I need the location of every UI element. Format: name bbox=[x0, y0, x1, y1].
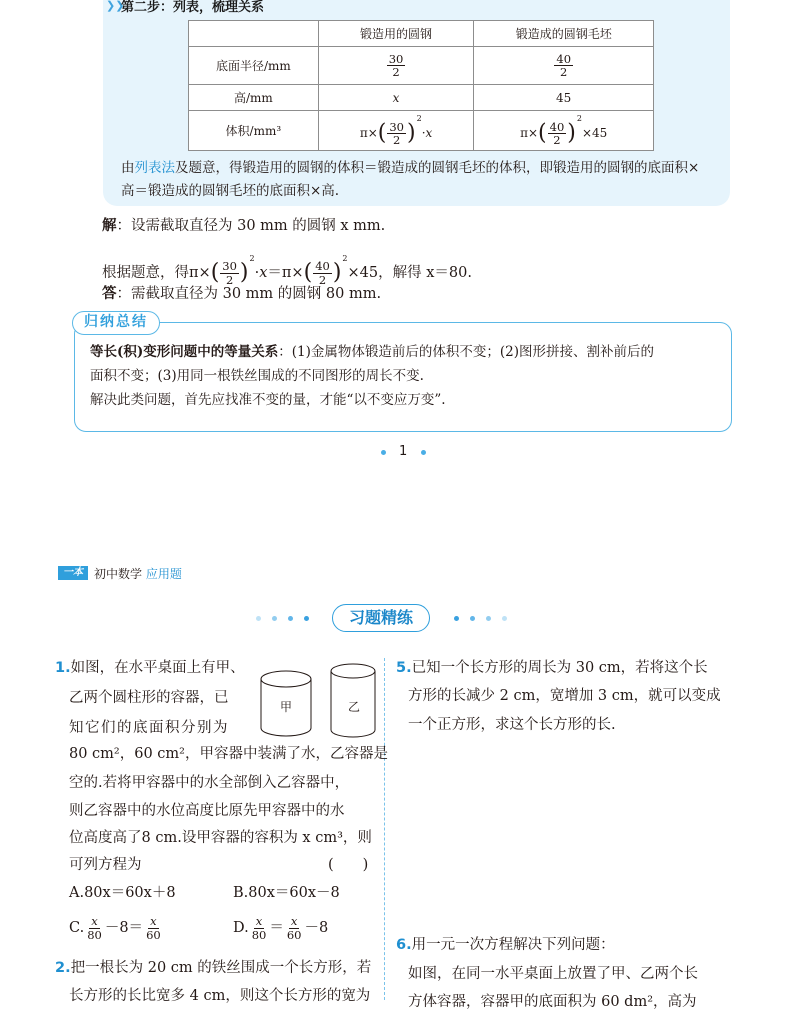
method-link[interactable]: 列表法 bbox=[134, 160, 175, 176]
decor-dot bbox=[454, 616, 459, 621]
reasoning-text: 及题意，得锻造用的圆钢的体积＝锻造成的圆钢毛坯的体积，即锻造用的圆钢的底面积× bbox=[175, 160, 700, 176]
reasoning-line-1 bbox=[121, 158, 699, 178]
question-1-line: 知它们的底面积分别为 bbox=[69, 720, 229, 736]
question-6-line: 方体容器，容器甲的底面积为 60 dm²，高为 bbox=[408, 994, 697, 1010]
question-text: 已知一个长方形的周长为 30 cm，若将这个长 bbox=[411, 660, 708, 676]
table-cell-volume-a: π×( $\frac{30}{2}$ )$^2$·x bbox=[318, 111, 474, 151]
equation-math: π×( $\frac{30}{2}$ )$^2$·x＝π×( $\frac{40}{2}$ )$^2$×45 bbox=[189, 254, 379, 287]
reasoning-text: 由 bbox=[121, 160, 135, 176]
page-number: 1 bbox=[399, 444, 408, 459]
solution-line bbox=[102, 216, 385, 236]
answer-text: ：需截取直径为 30 mm 的圆钢 80 mm. bbox=[116, 286, 382, 302]
arrow-icon: ❯❯ bbox=[106, 0, 125, 12]
question-5-line: 方形的长减少 2 cm，宽增加 3 cm，就可以变成 bbox=[408, 688, 721, 704]
page-dot bbox=[421, 450, 426, 455]
option-letter: C. bbox=[69, 920, 85, 936]
question-6-line: 如图，在同一水平桌面上放置了甲、乙两个长 bbox=[408, 966, 698, 982]
option-c[interactable]: C. $\frac{x}{80}$ －8＝ $\frac{x}{60}$ bbox=[69, 914, 161, 942]
equation-prefix: 根据题意，得 bbox=[102, 265, 189, 281]
summary-text: ：(1)金属物体锻造前后的体积不变；(2)图形拼接、割补前后的 bbox=[278, 344, 655, 360]
summary-lead: 等长(积)变形问题中的等量关系 bbox=[90, 344, 279, 360]
answer-blank[interactable]: ( ) bbox=[328, 857, 369, 873]
option-text: －8＝ bbox=[104, 920, 144, 936]
brand-logo: 一本 bbox=[58, 566, 88, 580]
summary-line-2: 面积不变；(3)用同一根铁丝围成的不同图形的周长不变. bbox=[90, 368, 424, 384]
decor-dot bbox=[272, 616, 277, 621]
header-subject: 初中数学 bbox=[94, 567, 143, 581]
question-number: 1. bbox=[55, 660, 71, 676]
question-1-line: 则乙容器中的水位高度比原先甲容器中的水 bbox=[69, 803, 345, 819]
decor-dot bbox=[470, 616, 475, 621]
solution-label: 解 bbox=[102, 217, 117, 234]
question-1-line: 可列方程为 bbox=[69, 857, 142, 873]
step-heading: 第二步：列表，梳理关系 bbox=[121, 0, 265, 15]
question-1-line: 80 cm²，60 cm²，甲容器中装满了水，乙容器是 bbox=[69, 746, 388, 762]
cylinders-figure bbox=[256, 660, 382, 740]
fraction-denominator: 2 bbox=[392, 65, 400, 79]
question-1-line: 空的.若将甲容器中的水全部倒入乙容器中， bbox=[69, 775, 350, 791]
solution-text: ：设需截取直径为 30 mm 的圆钢 x mm. bbox=[116, 218, 386, 234]
table-header: 锻造用的圆钢 bbox=[318, 21, 474, 47]
question-number: 6. bbox=[396, 937, 412, 953]
decor-dot bbox=[486, 616, 491, 621]
option-letter: D. bbox=[233, 920, 249, 936]
table-row-label: 高/mm bbox=[189, 85, 319, 111]
question-1-line: 位高度高了8 cm.设甲容器的容积为 x cm³，则 bbox=[69, 830, 372, 846]
question-5-line bbox=[396, 658, 708, 678]
decor-dot bbox=[502, 616, 507, 621]
decor-dot bbox=[256, 616, 261, 621]
option-d[interactable]: D. $\frac{x}{80}$ ＝ $\frac{x}{60}$ －8 bbox=[233, 914, 329, 942]
question-text: 把一根长为 20 cm 的铁丝围成一个长方形，若 bbox=[70, 960, 372, 976]
data-table bbox=[188, 20, 654, 151]
section-title: 习题精练 bbox=[332, 604, 430, 632]
summary-line-3: 解决此类问题，首先应找准不变的量，才能“以不变应万变”. bbox=[90, 392, 446, 408]
question-text: 用一元一次方程解决下列问题： bbox=[411, 937, 615, 953]
table-cell-volume-b: π×( $\frac{40}{2}$ )$^2$×45 bbox=[474, 111, 654, 151]
question-2-line: 长方形的长比宽多 4 cm，则这个长方形的宽为 bbox=[69, 988, 371, 1004]
decor-dot bbox=[288, 616, 293, 621]
table-cell: 45 bbox=[474, 85, 654, 111]
option-b[interactable]: B.80x＝60x－8 bbox=[233, 885, 340, 901]
header-topic: 应用题 bbox=[145, 567, 182, 581]
table-row-label: 体积/mm³ bbox=[189, 111, 319, 151]
cylinder-label-b: 乙 bbox=[348, 700, 361, 714]
page-dot bbox=[381, 450, 386, 455]
question-text: 如图，在水平桌面上有甲、 bbox=[70, 660, 245, 676]
question-1-line bbox=[55, 658, 245, 678]
option-text: －8 bbox=[304, 920, 329, 936]
equation-line bbox=[102, 248, 472, 286]
table-cell bbox=[474, 47, 654, 85]
option-text: ＝ bbox=[269, 920, 284, 936]
question-number: 5. bbox=[396, 660, 412, 676]
column-divider bbox=[384, 658, 385, 1000]
cylinder-label-a: 甲 bbox=[280, 700, 293, 714]
table-row-label: 底面半径/mm bbox=[189, 47, 319, 85]
question-1-line: 乙两个圆柱形的容器，已 bbox=[69, 690, 229, 706]
reasoning-line-2: 高＝锻造成的圆钢毛坯的底面积×高. bbox=[121, 183, 340, 199]
question-5-line: 一个正方形，求这个长方形的长. bbox=[408, 717, 616, 733]
question-number: 2. bbox=[55, 960, 71, 976]
equation-suffix: ，解得 x＝80. bbox=[378, 265, 472, 281]
summary-tab: 归纳总结 bbox=[72, 311, 160, 335]
table-cell: x bbox=[318, 85, 474, 111]
fraction-numerator: 40 bbox=[556, 51, 572, 66]
table-cell bbox=[318, 47, 474, 85]
table-header: 锻造成的圆钢毛坯 bbox=[474, 21, 654, 47]
table-header-empty bbox=[189, 21, 319, 47]
summary-line-1 bbox=[90, 342, 654, 362]
decor-dot bbox=[304, 616, 309, 621]
fraction-denominator: 2 bbox=[560, 65, 568, 79]
question-2-line bbox=[55, 958, 371, 978]
fraction-numerator: 30 bbox=[388, 51, 404, 66]
running-header-title bbox=[94, 565, 182, 582]
option-a[interactable]: A.80x＝60x＋8 bbox=[69, 885, 176, 901]
answer-label: 答 bbox=[102, 285, 117, 302]
question-6-line bbox=[396, 935, 615, 955]
answer-line bbox=[102, 284, 381, 304]
